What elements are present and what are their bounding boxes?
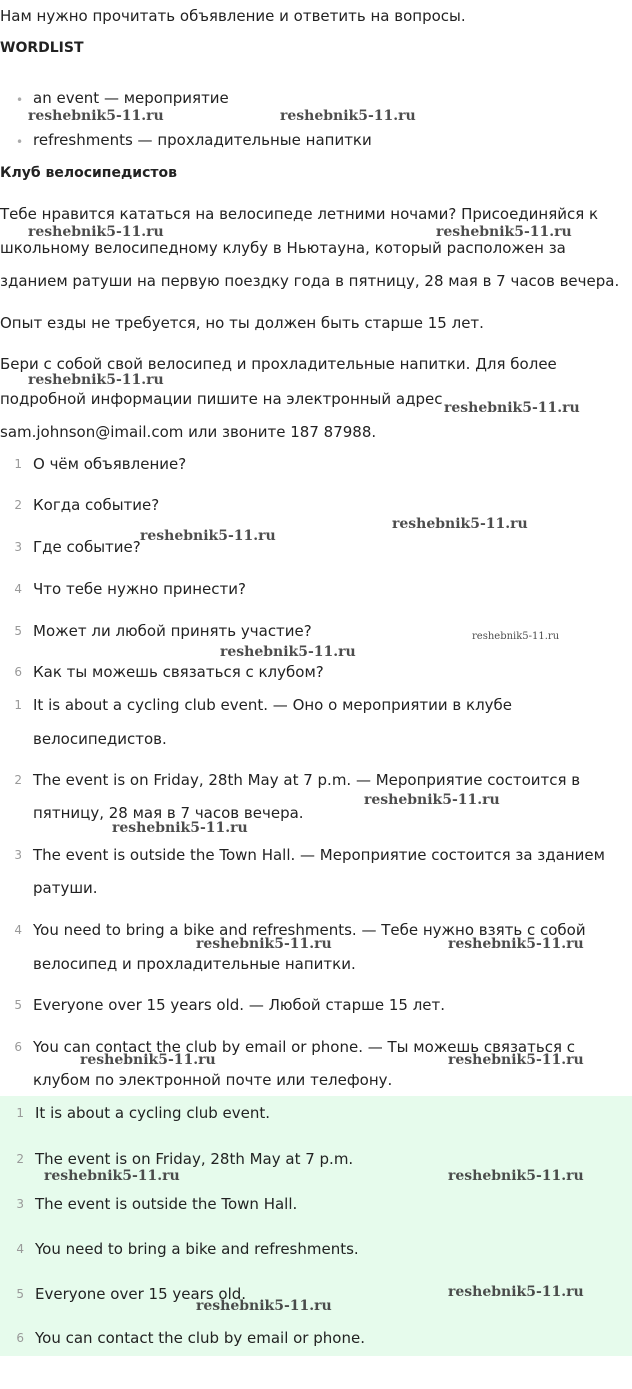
translation-line: The event is outside the Town Hall. — Мероприятие состоится за зданием	[33, 846, 605, 864]
watermark: reshebnik5-11.ru	[140, 528, 276, 544]
translation-line: The event is on Friday, 28th May at 7 p.m. — Мероприятие состоится в	[33, 771, 581, 789]
watermark: reshebnik5-11.ru	[472, 631, 560, 642]
ad-line: подробной информации пишите на электронный адрес	[0, 390, 443, 408]
question-number: 1	[14, 457, 22, 471]
watermark: reshebnik5-11.ru	[196, 936, 332, 952]
question-text: Что тебе нужно принести?	[33, 580, 246, 598]
watermark: reshebnik5-11.ru	[28, 372, 164, 388]
ad-line: зданием ратуши на первую поездку года в пятницу, 28 мая в 7 часов вечера.	[0, 272, 620, 290]
translation-line: Everyone over 15 years old. — Любой старше 15 лет.	[33, 996, 446, 1014]
translation-line: ратуши.	[33, 879, 98, 897]
translation-number: 1	[14, 698, 22, 712]
answer-text: The event is on Friday, 28th May at 7 p.m.	[35, 1150, 354, 1168]
watermark: reshebnik5-11.ru	[448, 936, 584, 952]
question-number: 3	[14, 540, 22, 554]
question-text: Когда событие?	[33, 496, 160, 514]
answer-number: 6	[16, 1331, 24, 1345]
translation-line: велосипед и прохладительные напитки.	[33, 955, 356, 973]
question-text: Может ли любой принять участие?	[33, 622, 312, 640]
answer-box	[0, 1096, 632, 1356]
watermark: reshebnik5-11.ru	[436, 224, 572, 240]
watermark: reshebnik5-11.ru	[448, 1052, 584, 1068]
answer-text: It is about a cycling club event.	[35, 1104, 271, 1122]
wordlist-item: an event — мероприятие	[33, 89, 229, 107]
translation-number: 6	[14, 1040, 22, 1054]
question-number: 2	[14, 498, 22, 512]
translation-number: 5	[14, 998, 22, 1012]
question-number: 6	[14, 665, 22, 679]
translation-number: 4	[14, 923, 22, 937]
watermark: reshebnik5-11.ru	[44, 1168, 180, 1184]
ad-line: Бери с собой свой велосипед и прохладительные напитки. Для более	[0, 355, 557, 373]
translation-line: You can contact the club by email or phone. — Ты можешь связаться с	[33, 1038, 575, 1056]
watermark: reshebnik5-11.ru	[80, 1052, 216, 1068]
translation-line: велосипедистов.	[33, 730, 167, 748]
answer-text: The event is outside the Town Hall.	[35, 1195, 298, 1213]
watermark: reshebnik5-11.ru	[28, 108, 164, 124]
watermark: reshebnik5-11.ru	[112, 820, 248, 836]
wordlist-heading: WORDLIST	[0, 40, 84, 56]
translation-line: You need to bring a bike and refreshments. — Тебе нужно взять с собой	[33, 921, 586, 939]
watermark: reshebnik5-11.ru	[220, 644, 356, 660]
answer-number: 4	[16, 1242, 24, 1256]
ad-line: Тебе нравится кататься на велосипеде летними ночами? Присоединяйся к	[0, 205, 599, 223]
translation-line: клубом по электронной почте или телефону.	[33, 1071, 393, 1089]
answer-number: 1	[16, 1106, 24, 1120]
answer-text: Everyone over 15 years old.	[35, 1285, 247, 1303]
watermark: reshebnik5-11.ru	[196, 1298, 332, 1314]
answer-text: You need to bring a bike and refreshments.	[35, 1240, 359, 1258]
watermark: reshebnik5-11.ru	[444, 400, 580, 416]
ad-line: школьному велосипедному клубу в Ньютауна, который расположен за	[0, 239, 566, 257]
ad-line: sam.johnson@imail.com или звоните 187 87988.	[0, 423, 377, 441]
wordlist-item: refreshments — прохладительные напитки	[33, 131, 372, 149]
question-text: Как ты можешь связаться с клубом?	[33, 663, 324, 681]
watermark: reshebnik5-11.ru	[280, 108, 416, 124]
translation-number: 3	[14, 848, 22, 862]
question-number: 4	[14, 582, 22, 596]
intro-text: Нам нужно прочитать объявление и ответить на вопросы.	[0, 7, 466, 25]
watermark: reshebnik5-11.ru	[448, 1284, 584, 1300]
question-text: Где событие?	[33, 538, 141, 556]
question-number: 5	[14, 624, 22, 638]
bullet-icon: •	[16, 135, 24, 149]
watermark: reshebnik5-11.ru	[28, 224, 164, 240]
watermark: reshebnik5-11.ru	[392, 516, 528, 532]
answer-number: 2	[16, 1152, 24, 1166]
question-text: О чём объявление?	[33, 455, 187, 473]
ad-line: Опыт езды не требуется, но ты должен быть старше 15 лет.	[0, 314, 484, 332]
translation-number: 2	[14, 773, 22, 787]
translation-line: It is about a cycling club event. — Оно о мероприятии в клубе	[33, 696, 513, 714]
answer-number: 3	[16, 1197, 24, 1211]
watermark: reshebnik5-11.ru	[364, 792, 500, 808]
answer-number: 5	[16, 1287, 24, 1301]
ad-title: Клуб велосипедистов	[0, 165, 177, 181]
translation-line: пятницу, 28 мая в 7 часов вечера.	[33, 804, 304, 822]
bullet-icon: •	[16, 93, 24, 107]
answer-text: You can contact the club by email or phone.	[35, 1329, 365, 1347]
watermark: reshebnik5-11.ru	[448, 1168, 584, 1184]
